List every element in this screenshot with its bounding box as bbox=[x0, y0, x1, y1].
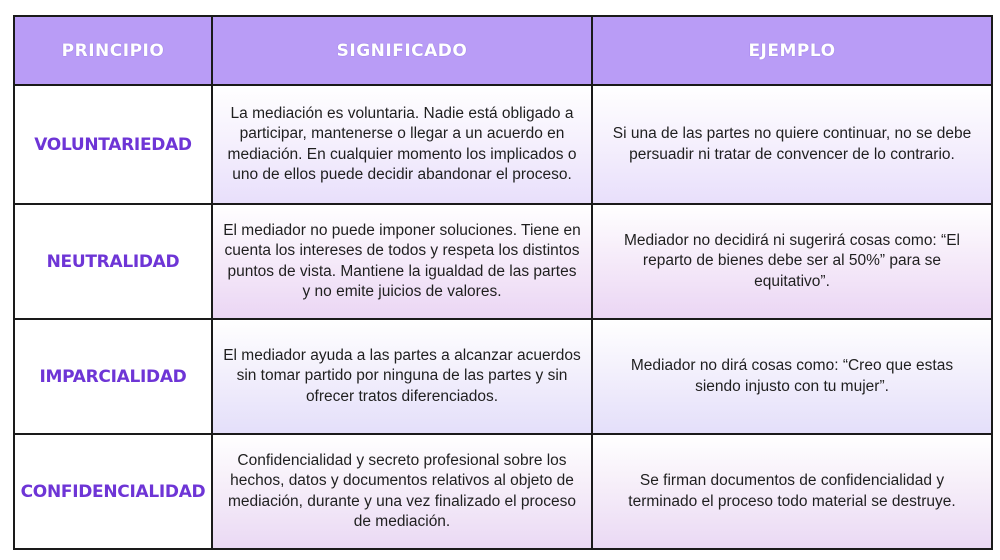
header-significado: SIGNIFICADO bbox=[213, 17, 591, 84]
principle-name: NEUTRALIDAD bbox=[15, 205, 211, 318]
principle-name: IMPARCIALIDAD bbox=[15, 320, 211, 433]
principle-name: VOLUNTARIEDAD bbox=[15, 86, 211, 203]
header-ejemplo: EJEMPLO bbox=[593, 17, 991, 84]
principle-example: Se firman documentos de confidencialidad y terminado el proceso todo material se destruye. bbox=[593, 435, 991, 548]
principle-example: Mediador no dirá cosas como: “Creo que estas siendo injusto con tu mujer”. bbox=[593, 320, 991, 433]
principle-name: CONFIDENCIALIDAD bbox=[15, 435, 211, 548]
principle-example: Si una de las partes no quiere continuar, no se debe persuadir ni tratar de convencer de lo contrario. bbox=[593, 86, 991, 203]
principle-meaning: La mediación es voluntaria. Nadie está obligado a participar, mantenerse o llegar a un acuerdo en mediación. En cualquier momento los implicados o uno de ellos puede decidir abandonar el proceso. bbox=[213, 86, 591, 203]
principle-meaning: El mediador ayuda a las partes a alcanzar acuerdos sin tomar partido por ninguna de las partes y sin ofrecer tratos diferenciados. bbox=[213, 320, 591, 433]
principle-example: Mediador no decidirá ni sugerirá cosas como: “El reparto de bienes debe ser al 50%” para se equitativo”. bbox=[593, 205, 991, 318]
principles-table bbox=[13, 15, 993, 550]
header-principio: PRINCIPIO bbox=[15, 17, 211, 84]
principle-meaning: Confidencialidad y secreto profesional sobre los hechos, datos y documentos relativos al objeto de mediación, durante y una vez finalizado el proceso de mediación. bbox=[213, 435, 591, 548]
principle-meaning: El mediador no puede imponer soluciones. Tiene en cuenta los intereses de todos y respeta los distintos puntos de vista. Mantiene la igualdad de las partes y no emite juicios de valores. bbox=[213, 205, 591, 318]
